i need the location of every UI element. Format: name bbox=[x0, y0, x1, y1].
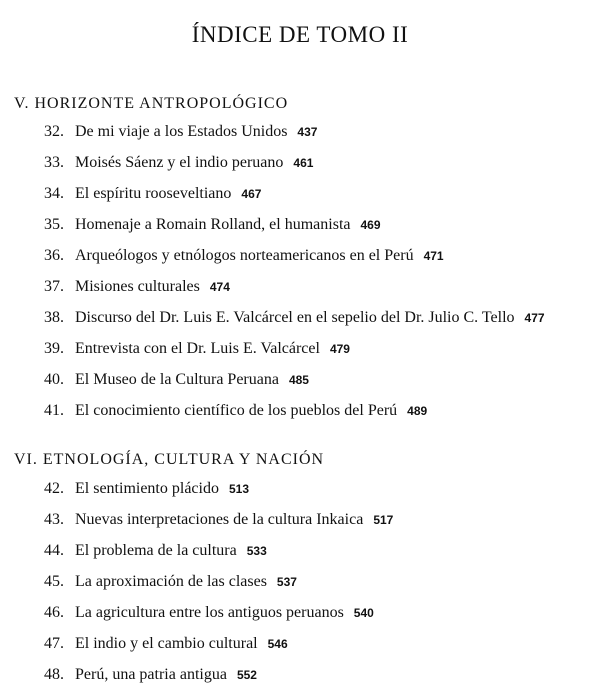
entry-page: 437 bbox=[297, 125, 318, 139]
toc-entry[interactable] bbox=[44, 183, 261, 205]
entry-number: 36. bbox=[44, 247, 64, 264]
entry-number: 37. bbox=[44, 278, 64, 295]
toc-entry[interactable] bbox=[44, 509, 393, 531]
entry-number: 34. bbox=[44, 185, 64, 202]
entry-number: 44. bbox=[44, 542, 64, 559]
entry-title: Arqueólogos y etnólogos norteamericanos en el Perú bbox=[75, 247, 414, 264]
toc-entry[interactable] bbox=[44, 307, 545, 329]
entry-title: Homenaje a Romain Rolland, el humanista bbox=[75, 216, 351, 233]
entry-number: 41. bbox=[44, 402, 64, 419]
entry-title: Misiones culturales bbox=[75, 278, 200, 295]
entry-number: 48. bbox=[44, 666, 64, 683]
entry-number: 33. bbox=[44, 154, 64, 171]
toc-entry[interactable] bbox=[44, 152, 313, 174]
entry-page: 537 bbox=[276, 575, 297, 589]
entry-page: 533 bbox=[246, 544, 267, 558]
page-title: ÍNDICE DE TOMO II bbox=[191, 22, 409, 47]
section-heading-v: V. HORIZONTE ANTROPOLÓGICO bbox=[14, 95, 289, 112]
toc-entry[interactable] bbox=[44, 540, 267, 562]
toc-entry[interactable] bbox=[44, 245, 444, 267]
entry-title: El conocimiento científico de los pueblos del Perú bbox=[75, 402, 398, 419]
entry-title: De mi viaje a los Estados Unidos bbox=[75, 123, 288, 140]
toc-entry[interactable] bbox=[44, 478, 249, 500]
entry-number: 40. bbox=[44, 371, 64, 388]
toc-entry[interactable] bbox=[44, 121, 317, 143]
entry-title: Moisés Sáenz y el indio peruano bbox=[75, 154, 284, 171]
entry-number: 43. bbox=[44, 511, 64, 528]
entry-page: 467 bbox=[241, 187, 262, 201]
entry-title: Entrevista con el Dr. Luis E. Valcárcel bbox=[75, 340, 320, 357]
entry-number: 45. bbox=[44, 573, 64, 590]
entry-page: 474 bbox=[209, 280, 230, 294]
section-heading-vi: VI. ETNOLOGÍA, CULTURA Y NACIÓN bbox=[14, 451, 325, 468]
entry-title: Discurso del Dr. Luis E. Valcárcel en el sepelio del Dr. Julio C. Tello bbox=[75, 309, 515, 326]
entry-page: 489 bbox=[407, 404, 428, 418]
toc-entry[interactable] bbox=[44, 276, 230, 298]
entry-page: 469 bbox=[360, 218, 381, 232]
entry-number: 38. bbox=[44, 309, 64, 326]
entry-page: 546 bbox=[267, 637, 288, 651]
entry-page: 540 bbox=[353, 606, 374, 620]
entry-page: 479 bbox=[329, 342, 350, 356]
entry-title: La agricultura entre los antiguos peruanos bbox=[75, 604, 344, 621]
entry-page: 471 bbox=[423, 249, 444, 263]
entry-page: 517 bbox=[373, 513, 394, 527]
entry-number: 46. bbox=[44, 604, 64, 621]
entry-title: Nuevas interpretaciones de la cultura Inkaica bbox=[75, 511, 364, 528]
entry-title: El espíritu rooseveltiano bbox=[75, 185, 232, 202]
entry-page: 552 bbox=[236, 668, 257, 682]
entry-page: 477 bbox=[524, 311, 545, 325]
toc-entry[interactable] bbox=[44, 571, 297, 593]
entry-title: Perú, una patria antigua bbox=[75, 666, 227, 683]
toc-entry[interactable] bbox=[44, 400, 427, 422]
entry-page: 485 bbox=[288, 373, 309, 387]
entry-title: El Museo de la Cultura Peruana bbox=[75, 371, 279, 388]
toc-entry[interactable] bbox=[44, 369, 309, 391]
entry-page: 461 bbox=[293, 156, 314, 170]
entry-number: 39. bbox=[44, 340, 64, 357]
entry-title: La aproximación de las clases bbox=[75, 573, 267, 590]
entry-title: El problema de la cultura bbox=[75, 542, 237, 559]
entry-page: 513 bbox=[228, 482, 249, 496]
toc-entry[interactable] bbox=[44, 664, 257, 686]
entry-number: 42. bbox=[44, 480, 64, 497]
entry-title: El indio y el cambio cultural bbox=[75, 635, 258, 652]
entry-number: 35. bbox=[44, 216, 64, 233]
entry-number: 47. bbox=[44, 635, 64, 652]
toc-entry[interactable] bbox=[44, 633, 288, 655]
entry-title: El sentimiento plácido bbox=[75, 480, 219, 497]
toc-entry[interactable] bbox=[44, 338, 350, 360]
toc-entry[interactable] bbox=[44, 602, 374, 624]
entry-number: 32. bbox=[44, 123, 64, 140]
toc-entry[interactable] bbox=[44, 214, 381, 236]
